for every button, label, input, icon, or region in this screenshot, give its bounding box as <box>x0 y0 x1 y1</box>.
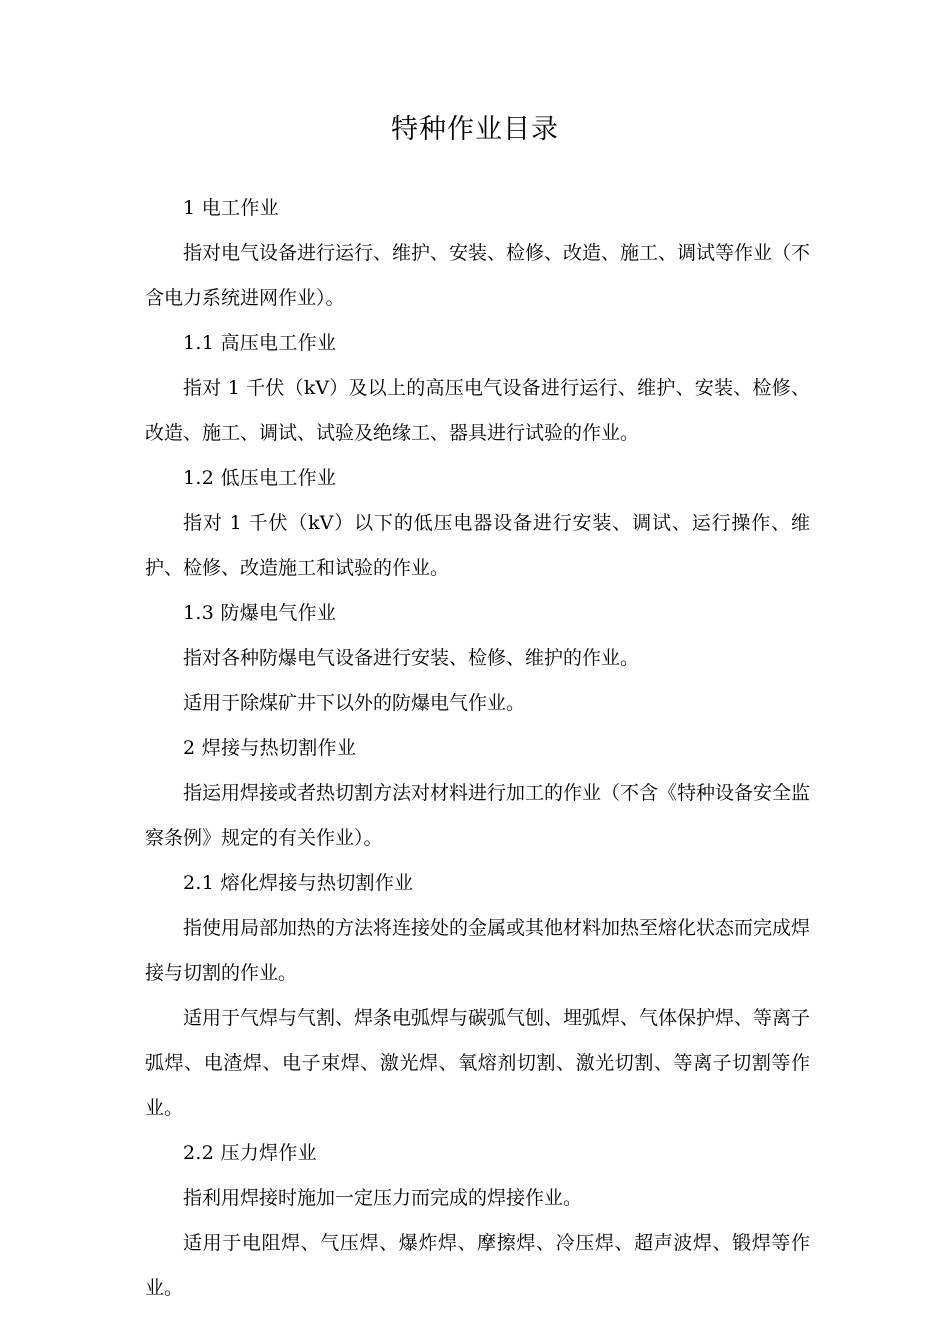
section-2-description: 指运用焊接或者热切割方法对材料进行加工的作业（不含《特种设备安全监察条例》规定的有关作业）。 <box>145 782 811 849</box>
section-2-1-scope: 适用于气焊与气割、焊条电弧焊与碳弧气刨、埋弧焊、气体保护焊、等离子弧焊、电渣焊、电子束焊、激光焊、氧熔剂切割、激光切割、等离子切割等作业。 <box>145 1007 811 1119</box>
section-1-3-description: 指对各种防爆电气设备进行安装、检修、维护的作业。 <box>183 647 640 669</box>
section-2-2-scope: 适用于电阻焊、气压焊、爆炸焊、摩擦焊、冷压焊、超声波焊、锻焊等作业。 <box>145 1232 810 1299</box>
section-2-1-description: 指使用局部加热的方法将连接处的金属或其他材料加热至熔化状态而完成焊接与切割的作业。 <box>145 917 811 984</box>
section-heading-1-2: 1.2 低压电工作业 <box>183 467 337 489</box>
section-2-2-description: 指利用焊接时施加一定压力而完成的焊接作业。 <box>183 1187 583 1209</box>
section-1-1-description: 指对 1 千伏（kV）及以上的高压电气设备进行运行、维护、安装、检修、改造、施工、调试、试验及绝缘工、器具进行试验的作业。 <box>145 377 810 444</box>
section-heading-1-1: 1.1 高压电工作业 <box>183 332 337 354</box>
document-body <box>145 186 810 1311</box>
section-heading-1: 1 电工作业 <box>183 197 279 219</box>
section-1-3-scope: 适用于除煤矿井下以外的防爆电气作业。 <box>183 692 526 714</box>
section-heading-1-3: 1.3 防爆电气作业 <box>183 602 337 624</box>
section-heading-2: 2 焊接与热切割作业 <box>183 737 357 759</box>
section-1-2-description: 指对 1 千伏（kV）以下的低压电器设备进行安装、调试、运行操作、维护、检修、改造施工和试验的作业。 <box>145 512 810 579</box>
section-heading-2-1: 2.1 熔化焊接与热切割作业 <box>183 872 414 894</box>
section-heading-2-2: 2.2 压力焊作业 <box>183 1142 317 1164</box>
page-title: 特种作业目录 <box>391 114 559 145</box>
section-1-description: 指对电气设备进行运行、维护、安装、检修、改造、施工、调试等作业（不含电力系统进网作业）。 <box>145 242 811 309</box>
